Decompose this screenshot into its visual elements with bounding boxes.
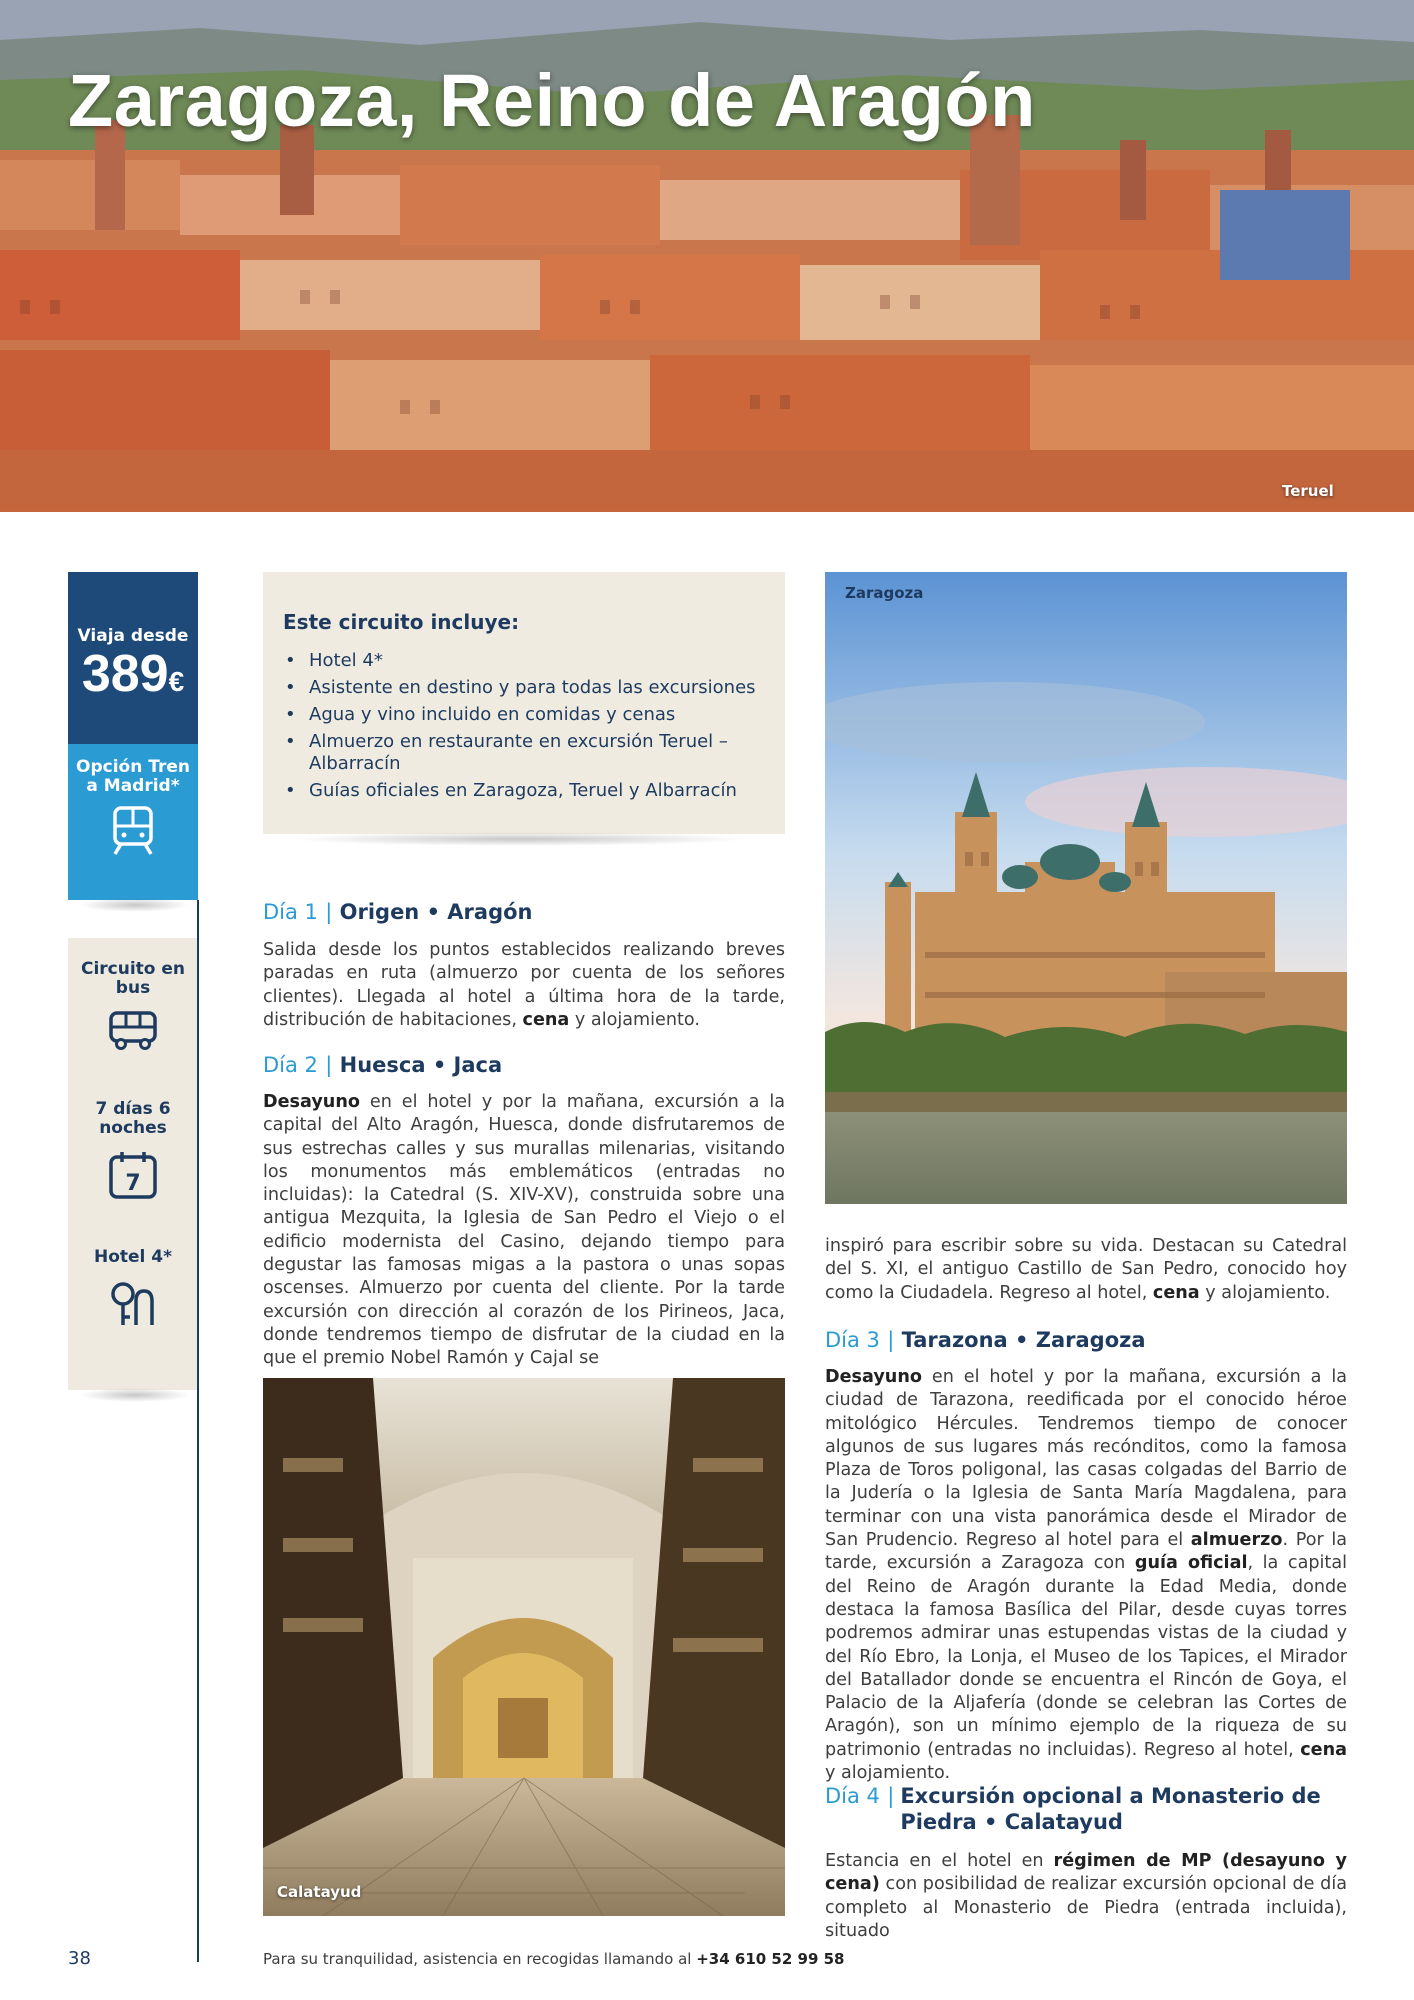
page-number: 38 — [68, 1948, 91, 1969]
photo-caption-teruel: Teruel — [1282, 482, 1334, 500]
text: en el hotel y por la mañana, excursión a la ciudad de Tarazona, reedificada por el conocido héroe mitológico Hércules. Tendremos tiempo de conocer algunos de sus lugares más recónditos, como la famosa Plaza de Toros poligonal, las casas colgadas del Barrio de la Judería o la Iglesia de Santa María Magdalena, para terminar con una vista panorámica desde el Mirador de San Prudencio. Regreso al hotel para el — [825, 1367, 1347, 1551]
day-separator: | — [887, 1784, 895, 1808]
sidebar-divider — [197, 900, 199, 1962]
bold-text: guía oficial — [1134, 1553, 1248, 1574]
includes-title: Este circuito incluye: — [283, 610, 520, 634]
text: en el hotel y por la mañana, excursión a la capital del Alto Aragón, Huesca, donde disfrutaremos de sus estrechas calles y sus murallas milenarias, visitando los monumentos más emblemáticos (entradas no incluidas): la Catedral (S. XIV-XV), construida sobre una antigua Mezquita, la Iglesia de San Pedro el Viejo o el edificio modernista del Casino, dejando tiempo para degustar las famosas migas a la pastora o unas sopas oscenses. Almuerzo por cuenta del cliente. Por la tarde excursión con dirección al corazón de los Pirineos, Jaca, donde tendremos tiempo de disfrutar de la ciudad en la que el premio Nobel Ramón y Cajal se — [263, 1092, 785, 1369]
includes-item: • Almuerzo en restaurante en excursión Teruel – Albarracín — [283, 731, 763, 775]
text: y alojamiento. — [1199, 1282, 1331, 1303]
day-3-heading — [825, 1327, 1347, 1353]
shadow — [80, 898, 190, 912]
day-2-heading — [263, 1052, 785, 1078]
text: inspiró para escribir sobre su vida. Destacan su Catedral del S. XI, el antiguo Castillo de San Pedro, conocido hoy como la Ciudadela. Regreso al hotel, — [825, 1236, 1347, 1303]
page-title: Zaragoza, Reino de Aragón — [68, 59, 1036, 142]
day-1-title: Origen • Aragón — [339, 900, 533, 924]
train-option-box — [68, 744, 198, 900]
day-separator: | — [887, 1328, 895, 1352]
bold-text: cena — [1300, 1739, 1347, 1760]
day-1-text — [263, 939, 785, 1032]
price-amount: 389 — [81, 645, 169, 703]
price-value — [68, 645, 198, 708]
price-box — [68, 572, 198, 744]
day-2-label: Día 2 — [263, 1053, 318, 1077]
bold-text: cena — [1152, 1282, 1200, 1303]
text: y alojamiento. — [825, 1763, 951, 1784]
bold-text: régimen de MP (desayuno y cena) — [825, 1851, 1347, 1895]
day-2-title: Huesca • Jaca — [339, 1053, 503, 1077]
text: con posibilidad de realizar excursión opcional de día completo al Monasterio de Piedra (entrada incluida), situado — [825, 1874, 1347, 1941]
bold-text: cena — [522, 1009, 570, 1030]
bold-text: Desayuno — [825, 1367, 922, 1387]
text: Salida desde los puntos establecidos realizando breves paradas en ruta (almuerzo por cuenta de los señores clientes). Llegada al hotel a última hora de la tarde, distribución de habitaciones, — [263, 940, 785, 1030]
day-3-label: Día 3 — [825, 1328, 880, 1352]
day-1-heading — [263, 899, 785, 925]
includes-item: • Guías oficiales en Zaragoza, Teruel y Albarracín — [283, 780, 763, 802]
train-icon — [111, 806, 155, 856]
hotel-category: Hotel 4* — [93, 1247, 173, 1267]
price-label: Viaja desde — [77, 626, 189, 646]
day-2-continued-text — [825, 1235, 1347, 1305]
bus-icon — [108, 1010, 158, 1052]
includes-item: • Agua y vino incluido en comidas y cenas — [283, 704, 763, 726]
text: . Por la tarde, excursión a Zaragoza con — [825, 1530, 1347, 1574]
day-separator: | — [325, 900, 333, 924]
day-4-text — [825, 1850, 1347, 1943]
text: Para su tranquilidad, asistencia en recogidas llamando al — [263, 1950, 697, 1968]
day-separator: | — [325, 1053, 333, 1077]
day-1-label: Día 1 — [263, 900, 318, 924]
day-4-heading — [825, 1783, 1347, 1835]
shadow — [80, 1388, 190, 1402]
text: y alojamiento. — [569, 1009, 700, 1030]
includes-list — [283, 650, 763, 807]
calatayud-photo — [263, 1378, 785, 1916]
bold-text: almuerzo — [1190, 1530, 1283, 1551]
includes-item: • Asistente en destino y para todas las excursiones — [283, 677, 763, 699]
footer-note — [263, 1950, 845, 1968]
circuit-type: Circuito en bus — [80, 959, 186, 998]
calendar-number: 7 — [125, 1171, 141, 1196]
photo-caption-calatayud: Calatayud — [277, 1883, 362, 1901]
bold-text: Desayuno — [263, 1092, 360, 1112]
day-3-text — [825, 1366, 1347, 1785]
price-currency: € — [168, 666, 185, 697]
trip-info-box — [68, 938, 198, 1390]
includes-box — [263, 572, 785, 834]
calendar-icon — [108, 1150, 158, 1200]
phone-number: +34 610 52 99 58 — [696, 1950, 845, 1968]
text: Estancia en el hotel en — [825, 1851, 1054, 1871]
train-option-label: Opción Tren a Madrid* — [76, 757, 190, 796]
hero-banner — [0, 0, 1414, 512]
hotel-key-icon — [108, 1279, 158, 1329]
trip-duration: 7 días 6 noches — [95, 1099, 171, 1138]
basilica-del-pilar-illustration — [825, 572, 1347, 1204]
day-4-label: Día 4 — [825, 1784, 880, 1808]
shadow — [290, 832, 750, 846]
includes-item: • Hotel 4* — [283, 650, 763, 672]
day-3-title: Tarazona • Zaragoza — [901, 1328, 1146, 1352]
photo-caption-zaragoza: Zaragoza — [845, 584, 924, 602]
text: , la capital del Reino de Aragón durante la Edad Media, donde destaca la famosa Basílica del Pilar, desde cuyas torres podremos admirar unas estupendas vistas de la ciudad y del Río Ebro, la Lonja, el Museo de los Tapices, el Mirador del Batallador donde se encuentra el Rincón de Goya, el Palacio de la Aljafería (donde se celebran las Cortes de Aragón), son un mínimo ejemplo de la riqueza de su patrimonio (entradas no incluidas). Regreso al hotel, — [825, 1553, 1347, 1760]
zaragoza-photo — [825, 572, 1347, 1204]
church-interior-illustration — [263, 1378, 785, 1916]
day-4-title: Excursión opcional a Monasterio de Piedra • Calatayud — [900, 1784, 1321, 1834]
day-2-text — [263, 1091, 785, 1371]
